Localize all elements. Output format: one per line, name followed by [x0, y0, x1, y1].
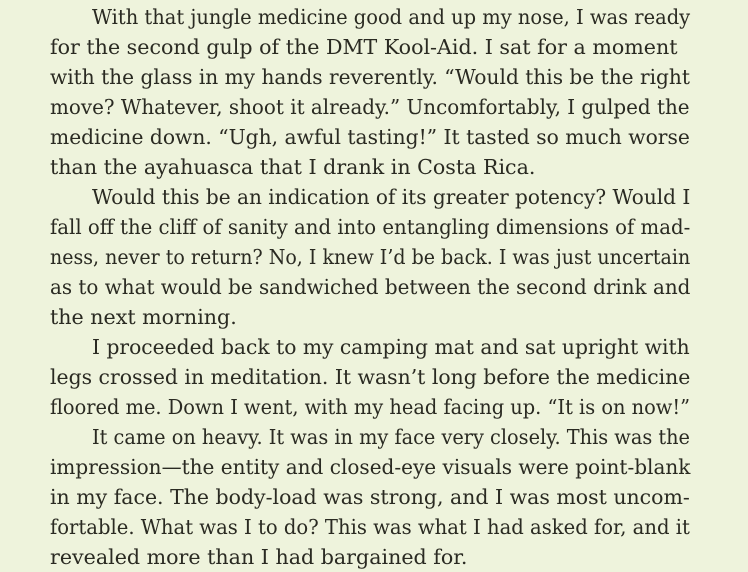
text-line: Would this be an indication of its greater potency? Would I [92, 185, 691, 209]
text-line: with the glass in my hands reverently. “Would this be the right [50, 65, 690, 89]
text-line: fortable. What was I to do? This was what I had asked for, and it [50, 515, 690, 539]
text-line: fall off the cliff of sanity and into entangling dimensions of mad- [50, 215, 691, 239]
text-line: legs crossed in meditation. It wasn’t long before the medicine [50, 365, 691, 389]
text-line: ness, never to return? No, I knew I’d be back. I was just uncertain [50, 245, 691, 269]
text-line: in my face. The body-load was strong, and I was most uncom- [50, 485, 690, 509]
text-line: for the second gulp of the DMT Kool-Aid. I sat for a moment [50, 35, 678, 59]
text-line: move? Whatever, shoot it already.” Uncomfortably, I gulped the [50, 95, 690, 119]
text-line: It came on heavy. It was in my face very closely. This was the [92, 425, 690, 449]
text-line: I proceeded back to my camping mat and sat upright with [92, 335, 690, 359]
text-line: medicine down. “Ugh, awful tasting!” It tasted so much worse [50, 125, 690, 149]
text-line: as to what would be sandwiched between the second drink and [50, 275, 691, 299]
text-line: the next morning. [50, 305, 237, 329]
text-line: than the ayahuasca that I drank in Costa Rica. [50, 155, 536, 179]
text-line: With that jungle medicine good and up my nose, I was ready [92, 5, 691, 29]
text-line: floored me. Down I went, with my head facing up. “It is on now!” [50, 395, 691, 419]
text-line: revealed more than I had bargained for. [50, 545, 468, 569]
text-line: impression—the entity and closed-eye visuals were point-blank [50, 455, 691, 479]
